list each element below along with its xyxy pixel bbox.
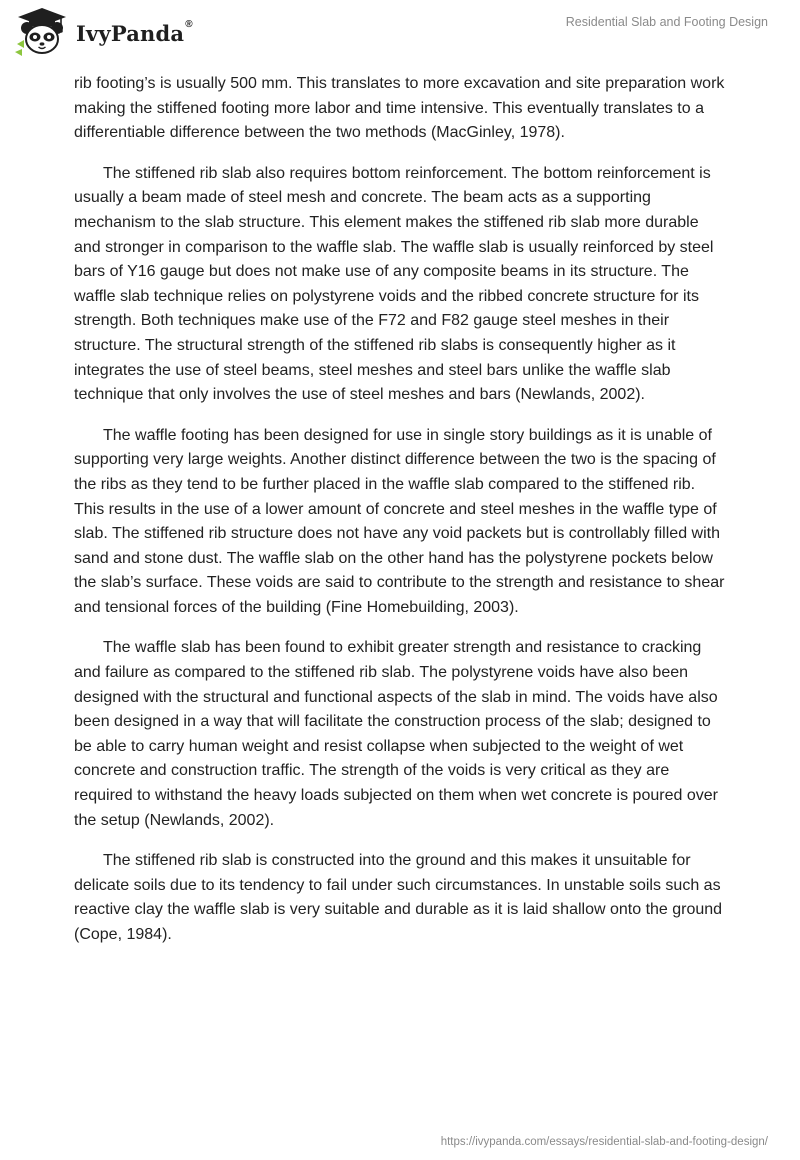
- source-url[interactable]: https://ivypanda.com/essays/residential-slab-and-footing-design/: [440, 1136, 768, 1148]
- paragraph: The waffle footing has been designed for use in single story buildings as it is unable of supporting very large weights. Another distinct difference between the two is the spacing of the ribs as they tend to be further placed in the waffle slab compared to the stiffened rib. This results in the use of a lower amount of concrete and steel meshes in the waffle type of slab. The stiffened rib structure does not have any void packets but is controllably filled with sand and stone dust. The waffle slab on the other hand has the polystyrene pockets below the slab’s surface. These voids are said to contribute to the strength and resistance to shear and tensional forces of the building (Fine Homebuilding, 2003).: [74, 426, 725, 616]
- paragraph: The waffle slab has been found to exhibit greater strength and resistance to cracking and failure as compared to the stiffened rib slab. The polystyrene voids have also been designed with the structural and functional aspects of the slab in mind. The voids have also been designed in a way that will facilitate the construction process of the slab; designed to be able to carry human weight and resist collapse when subjected to the weight of wet concrete and construction traffic. The strength of the voids is very critical as they are required to withstand the heavy loads subjected on them when wet concrete is poured over the setup (Newlands, 2002).: [74, 639, 718, 829]
- paragraph: rib footing’s is usually 500 mm. This translates to more excavation and site preparation work making the stiffened footing more labor and time intensive. This eventually translates to a differentiable difference between the two methods (MacGinley, 1978).: [74, 75, 725, 142]
- essay-body: [74, 72, 728, 964]
- paragraph: The stiffened rib slab is constructed into the ground and this makes it unsuitable for delicate soils due to its tendency to fail under such circumstances. In unstable soils such as reactive clay the waffle slab is very suitable and durable as it is laid shallow onto the ground (Cope, 1984).: [74, 852, 723, 943]
- panda-graduate-icon: [14, 6, 70, 58]
- brand-logo[interactable]: [14, 6, 193, 58]
- registered-mark: ®: [185, 18, 193, 30]
- paragraph: The stiffened rib slab also requires bottom reinforcement. The bottom reinforcement is usually a beam made of steel mesh and concrete. The beam acts as a supporting mechanism to the slab structure. This element makes the stiffened rib slab more durable and stronger in comparison to the waffle slab. The waffle slab is usually reinforced by steel bars of Y16 gauge but does not make use of any composite beams in its structure. The waffle slab technique relies on polystyrene voids and the ribbed concrete structure for its strength. Both techniques make use of the F72 and F82 gauge steel meshes in their structure. The structural strength of the stiffened rib slabs is consequently higher as it integrates the use of steel beams, steel meshes and steel bars unlike the waffle slab technique that only involves the use of steel meshes and bars (Newlands, 2002).: [74, 164, 714, 404]
- document-title: Residential Slab and Footing Design: [565, 15, 768, 29]
- page-header: [0, 0, 800, 64]
- brand-name: IvyPanda®: [76, 18, 193, 46]
